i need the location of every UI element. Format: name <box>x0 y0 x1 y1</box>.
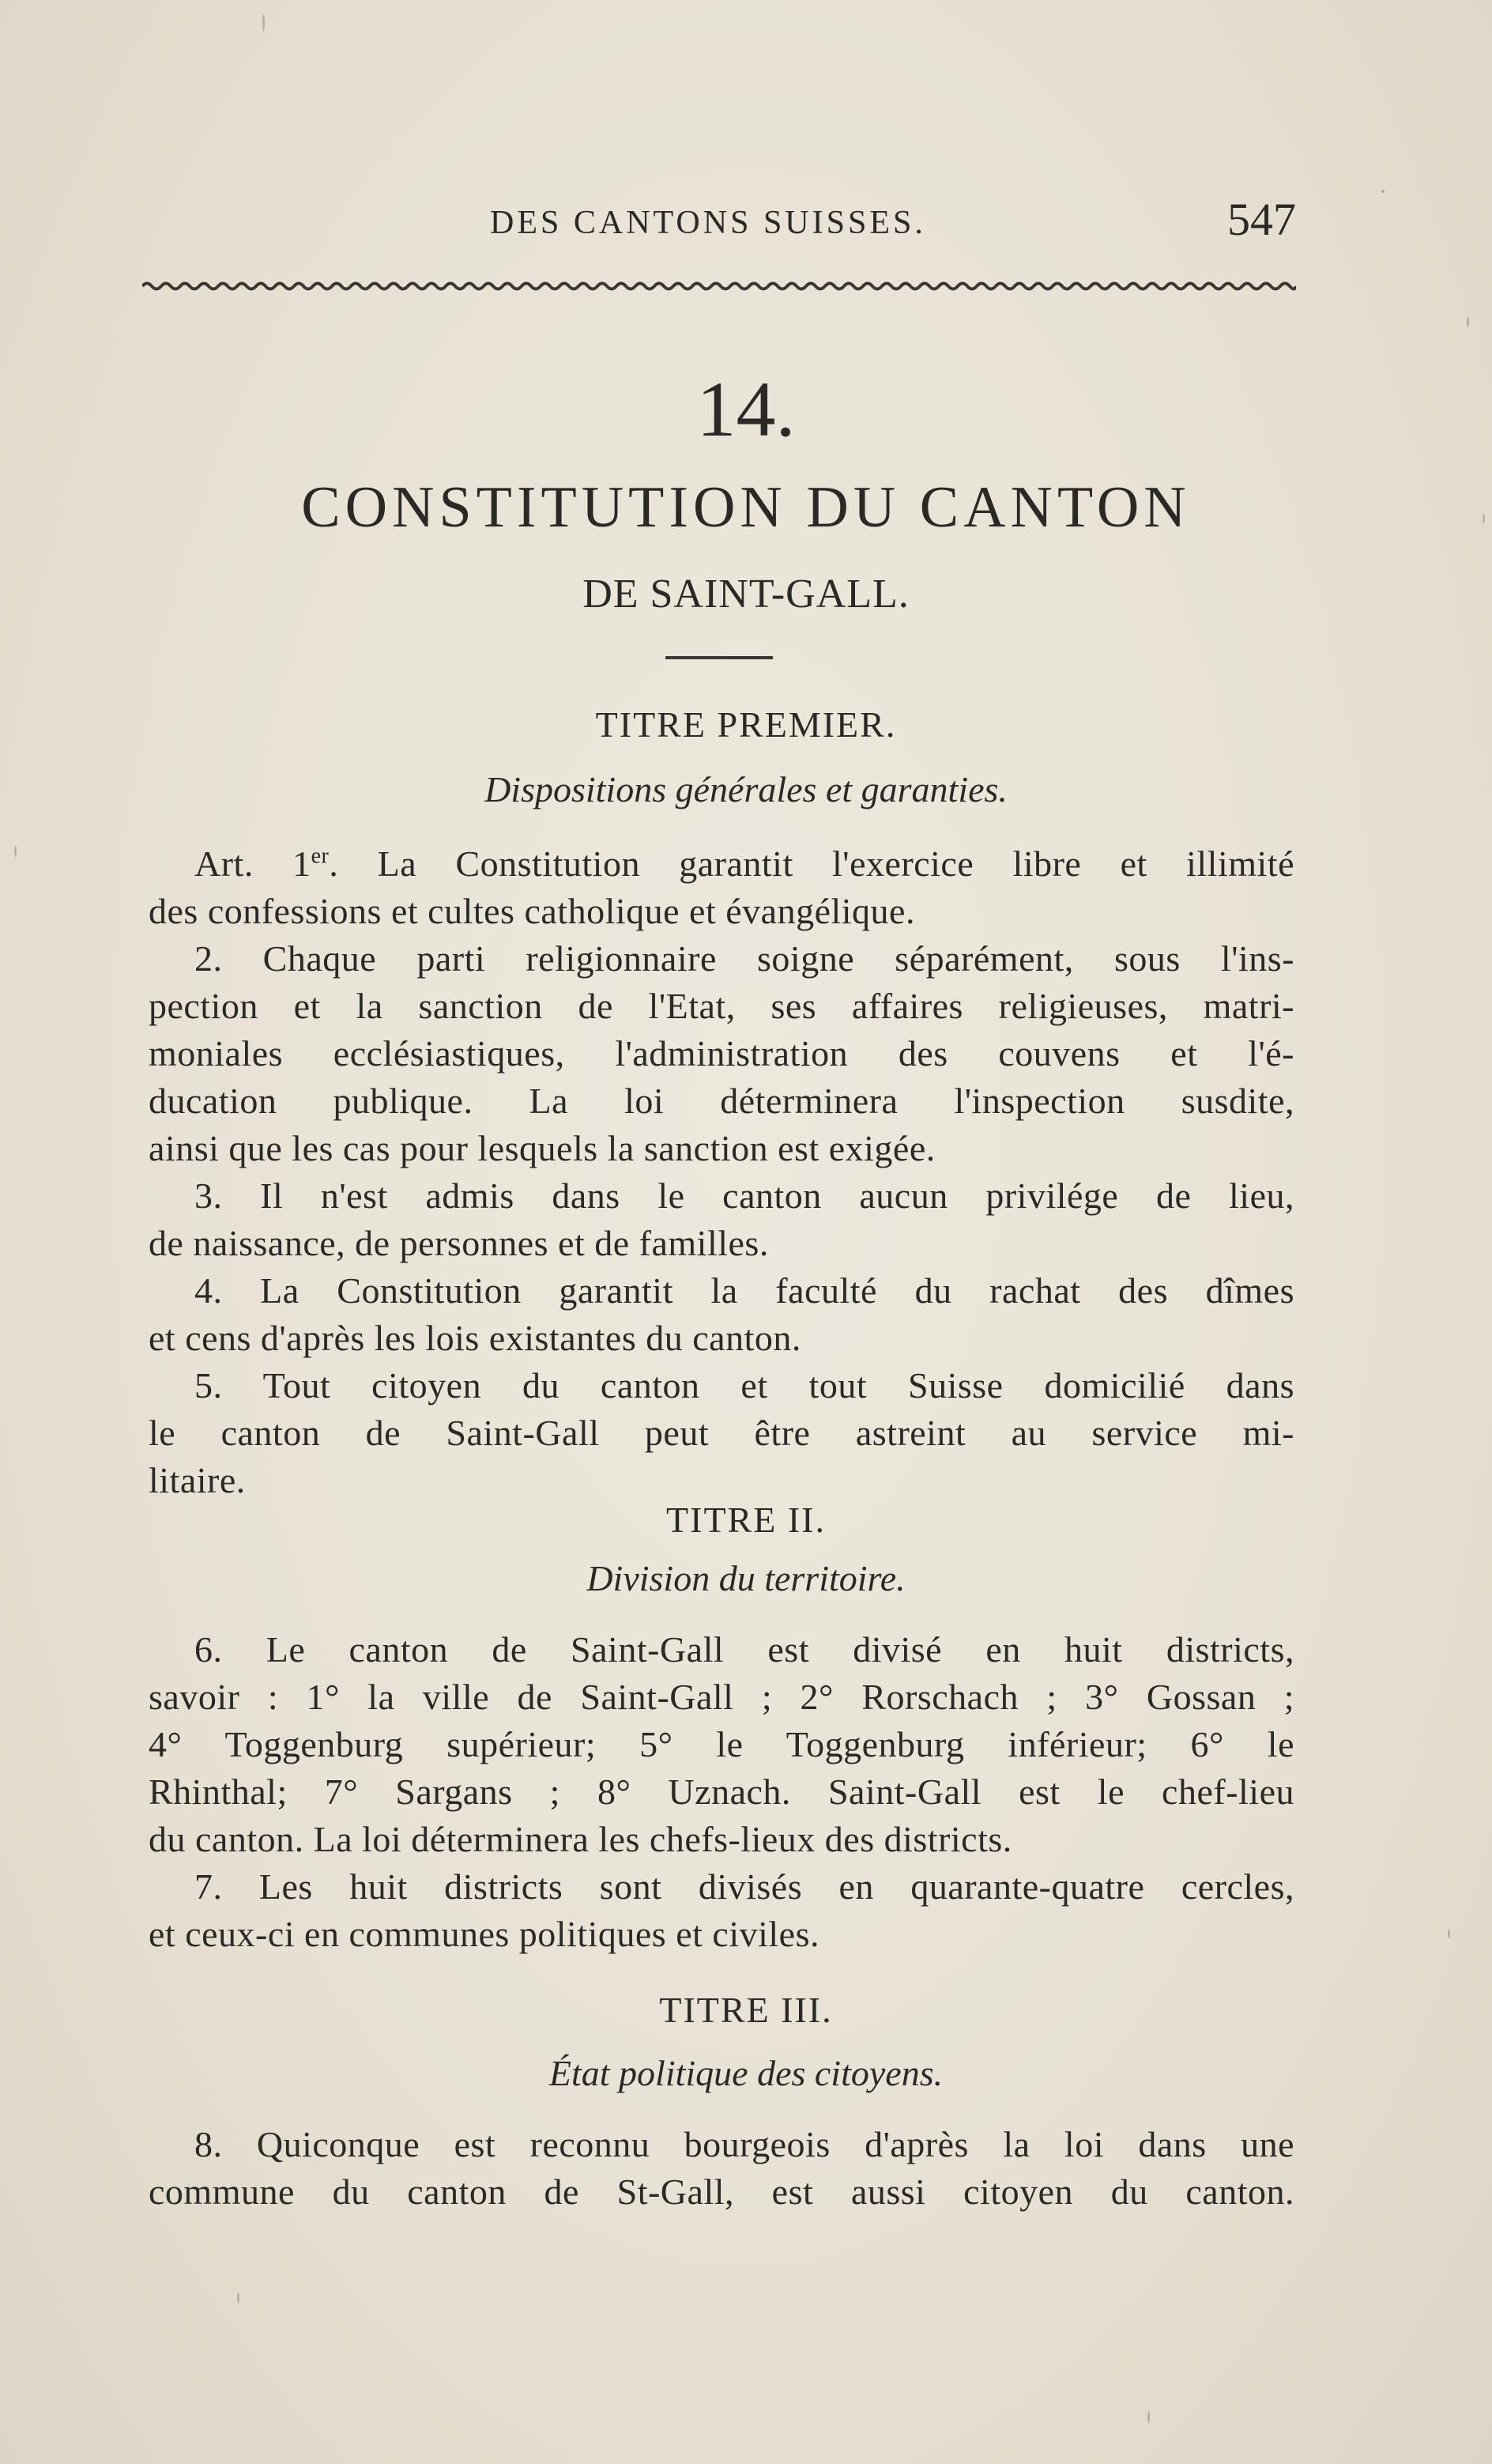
running-head <box>142 196 1296 251</box>
article-6-line-4: Rhinthal; 7° Sargans ; 8° Uznach. Saint-Gall est le chef-lieu <box>149 1772 1294 1812</box>
article-6-line-3: 4° Toggenburg supérieur; 5° le Toggenburg inférieur; 6° le <box>149 1724 1294 1764</box>
running-title: DES CANTONS SUISSES. <box>490 205 926 241</box>
article-6-line-5: du canton. La loi déterminera les chefs-lieux des districts. <box>149 1819 1012 1859</box>
article-1-superscript: er <box>311 843 330 869</box>
article-2-line-4: ducation publique. La loi déterminera l'inspection susdite, <box>149 1081 1294 1121</box>
titre-ii-subheading: Division du territoire. <box>586 1558 906 1598</box>
section-number: 14. <box>696 365 796 453</box>
article-1-line-2: des confessions et cultes catholique et évangélique. <box>149 891 915 931</box>
titre-premier-heading: TITRE PREMIER. <box>595 704 897 745</box>
titre-iii-heading: TITRE III. <box>659 1990 833 2030</box>
article-3-line-2: de naissance, de personnes et de familles. <box>149 1223 769 1263</box>
article-1-line-1 <box>194 843 1294 885</box>
constitution-title: CONSTITUTION DU CANTON <box>301 475 1191 540</box>
article-2-line-5: ainsi que les cas pour lesquels la sanction est exigée. <box>149 1128 936 1168</box>
titre-premier-subheading: Dispositions générales et garanties. <box>484 769 1008 809</box>
article-4-line-2: et cens d'après les lois existantes du canton. <box>149 1318 801 1358</box>
article-6-line-1: 6. Le canton de Saint-Gall est divisé en huit districts, <box>194 1629 1294 1670</box>
article-2-line-2: pection et la sanction de l'Etat, ses affaires religieuses, matri- <box>149 986 1294 1026</box>
constitution-subtitle: DE SAINT-GALL. <box>582 572 910 617</box>
article-5-line-1: 5. Tout citoyen du canton et tout Suisse domicilié dans <box>194 1365 1294 1406</box>
paper-speck <box>262 14 265 32</box>
paper-speck <box>1147 2411 1150 2424</box>
paper-speck <box>1448 1929 1450 1938</box>
page-number: 547 <box>1227 194 1296 245</box>
title-rule <box>665 656 773 659</box>
article-2-line-1: 2. Chaque parti religionnaire soigne séparément, sous l'ins- <box>194 938 1294 979</box>
article-7-line-2: et ceux-ci en communes politiques et civiles. <box>149 1914 819 1954</box>
paper-speck <box>237 2292 239 2304</box>
article-1-text: . La Constitution garantit l'exercice libre et illimité <box>329 843 1294 884</box>
paper-speck <box>14 846 17 857</box>
paper-speck <box>1381 190 1385 193</box>
article-5-line-2: le canton de Saint-Gall peut être astreint au service mi- <box>149 1413 1294 1453</box>
ornamental-rule <box>142 281 1296 292</box>
article-6-line-2: savoir : 1° la ville de Saint-Gall ; 2° Rorschach ; 3° Gossan ; <box>149 1677 1294 1717</box>
paper-speck <box>1467 316 1469 327</box>
paper-speck <box>1483 514 1485 523</box>
titre-iii-subheading: État politique des citoyens. <box>548 2053 944 2093</box>
article-8-line-1: 8. Quiconque est reconnu bourgeois d'après la loi dans une <box>194 2124 1294 2164</box>
titre-ii-heading: TITRE II. <box>666 1500 826 1540</box>
article-8-line-2: commune du canton de St-Gall, est aussi citoyen du canton. <box>149 2172 1294 2212</box>
article-4-line-1: 4. La Constitution garantit la faculté du rachat des dîmes <box>194 1270 1294 1311</box>
article-3-line-1: 3. Il n'est admis dans le canton aucun privilége de lieu, <box>194 1175 1294 1216</box>
article-2-line-3: moniales ecclésiastiques, l'administration des couvens et l'é- <box>149 1033 1294 1074</box>
article-1-prefix: Art. 1 <box>194 843 311 884</box>
article-7-line-1: 7. Les huit districts sont divisés en quarante-quatre cercles, <box>194 1866 1294 1907</box>
article-5-line-3: litaire. <box>149 1460 246 1500</box>
